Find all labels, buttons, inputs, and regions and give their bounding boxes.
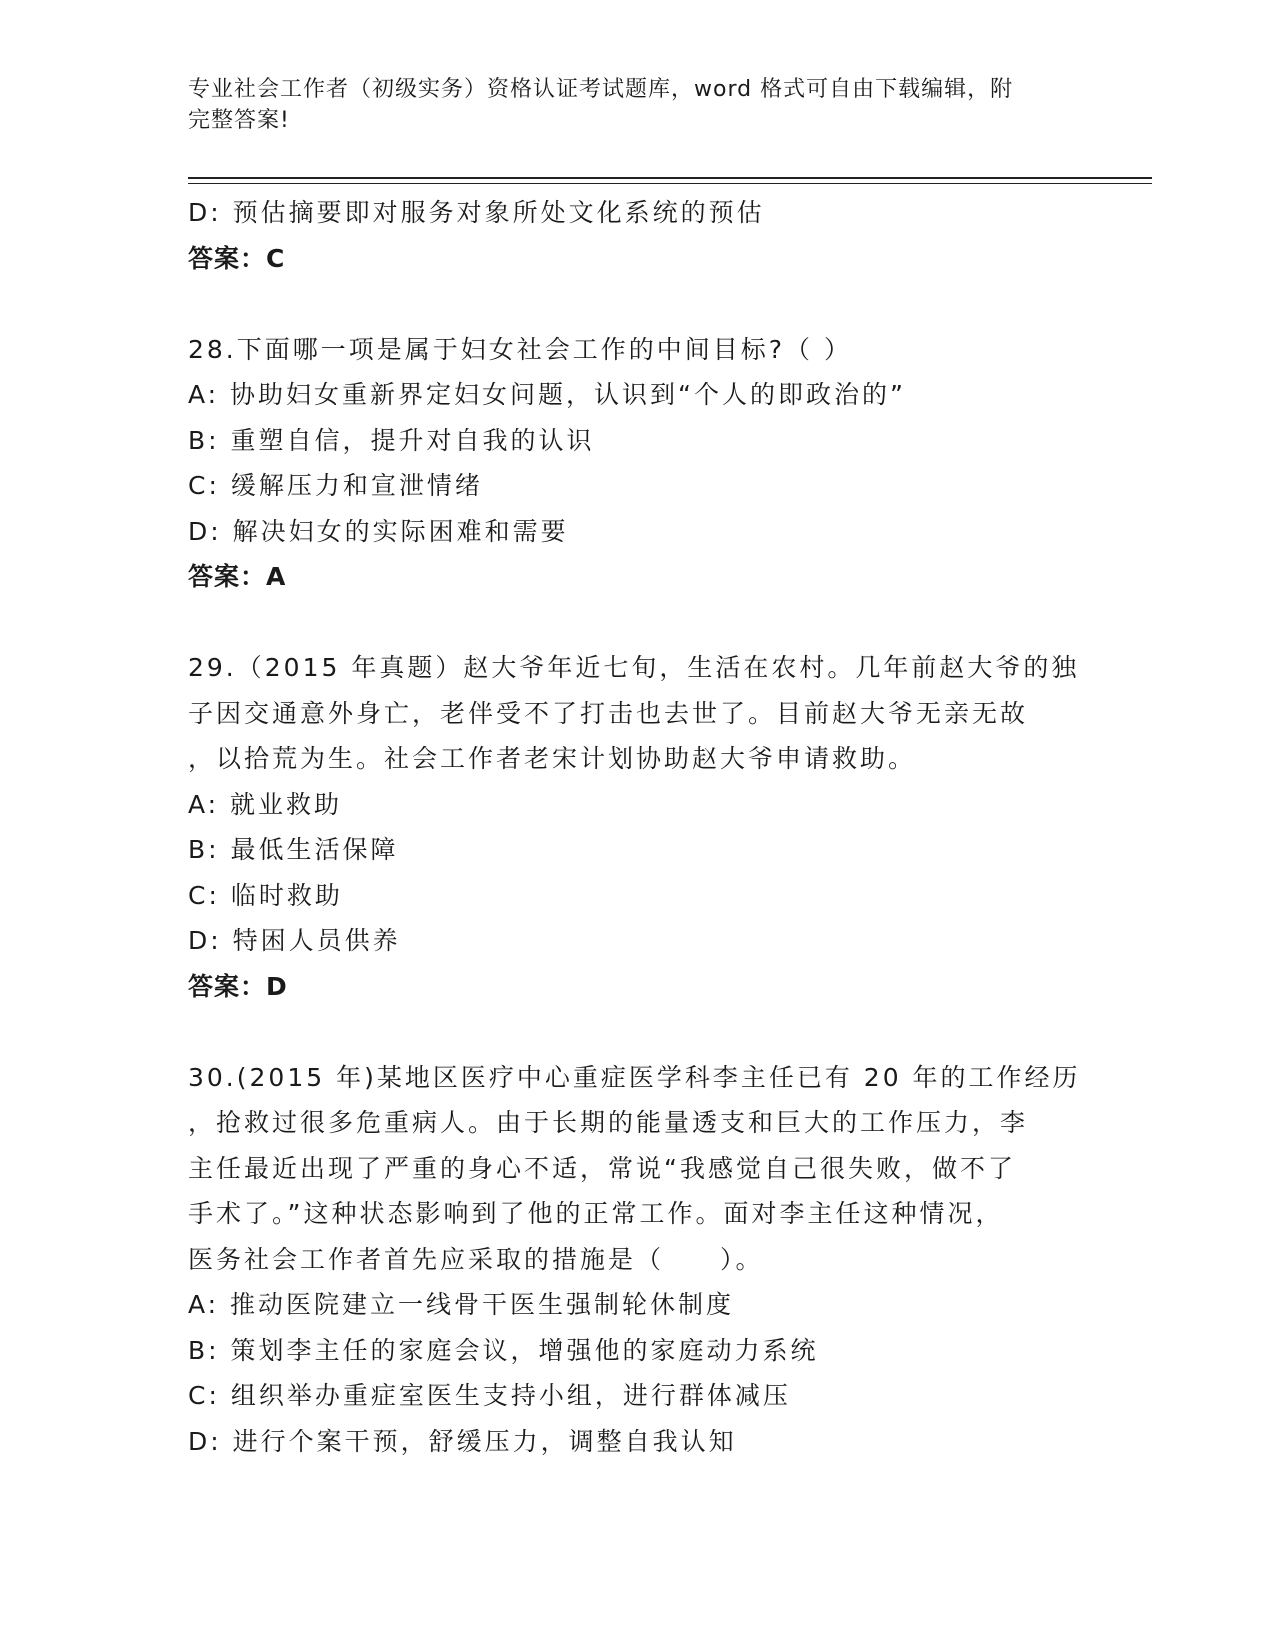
header-divider-thick	[188, 177, 1152, 179]
option-d: D: 特困人员供养	[188, 926, 401, 955]
answer-line: 答案：C	[188, 243, 286, 273]
option-b: B: 策划李主任的家庭会议，增强他的家庭动力系统	[188, 1335, 819, 1365]
question-stem: 医务社会工作者首先应采取的措施是（ ）。	[188, 1244, 764, 1274]
question-29	[188, 645, 1088, 1009]
question-30	[188, 1055, 1088, 1465]
question-stem: 29.（2015 年真题）赵大爷年近七旬，生活在农村。几年前赵大爷的独	[188, 653, 1080, 682]
answer-line: 答案：A	[188, 562, 287, 591]
question-stem: 28.下面哪一项是属于妇女社会工作的中间目标?（ ）	[188, 334, 852, 364]
option-c: C: 临时救助	[188, 880, 343, 910]
question-stem: 30.(2015 年)某地区医疗中心重症医学科李主任已有 20 年的工作经历	[188, 1062, 1081, 1092]
spacer	[188, 281, 1088, 327]
option-c: C: 组织举办重症室医生支持小组，进行群体减压	[188, 1381, 791, 1410]
question-stem: 手术了。”这种状态影响到了他的正常工作。面对李主任这种情况，	[188, 1199, 1004, 1228]
spacer	[188, 1009, 1088, 1055]
question-stem: ，以拾荒为生。社会工作者老宋计划协助赵大爷申请救助。	[188, 744, 917, 773]
option-c: C: 缓解压力和宣泄情绪	[188, 471, 483, 500]
option-d: D: 预估摘要即对服务对象所处文化系统的预估	[188, 198, 765, 227]
spacer	[188, 600, 1088, 646]
option-b: B: 重塑自信，提升对自我的认识	[188, 425, 595, 455]
question-28	[188, 327, 1088, 600]
header-divider-thin	[188, 183, 1152, 184]
question-stem: ，抢救过很多危重病人。由于长期的能量透支和巨大的工作压力，李	[188, 1108, 1029, 1137]
option-d: D: 进行个案干预，舒缓压力，调整自我认知	[188, 1426, 737, 1456]
option-b: B: 最低生活保障	[188, 835, 399, 864]
option-a: A: 协助妇女重新界定妇女问题，认识到“个人的即政治的”	[188, 380, 906, 409]
page-header	[188, 74, 1088, 136]
previous-question-tail	[188, 190, 1088, 281]
answer-line: 答案：D	[188, 971, 288, 1001]
question-stem: 主任最近出现了严重的身心不适，常说“我感觉自己很失败，做不了	[188, 1153, 1016, 1183]
header-line-2: 完整答案!	[188, 108, 290, 133]
question-stem: 子因交通意外身亡，老伴受不了打击也去世了。目前赵大爷无亲无故	[188, 698, 1029, 728]
option-a: A: 就业救助	[188, 789, 343, 819]
document-body	[188, 190, 1088, 1464]
option-d: D: 解决妇女的实际困难和需要	[188, 516, 569, 546]
header-line-1: 专业社会工作者（初级实务）资格认证考试题库，word 格式可自由下载编辑，附	[188, 77, 1014, 102]
option-a: A: 推动医院建立一线骨干医生强制轮休制度	[188, 1290, 735, 1319]
